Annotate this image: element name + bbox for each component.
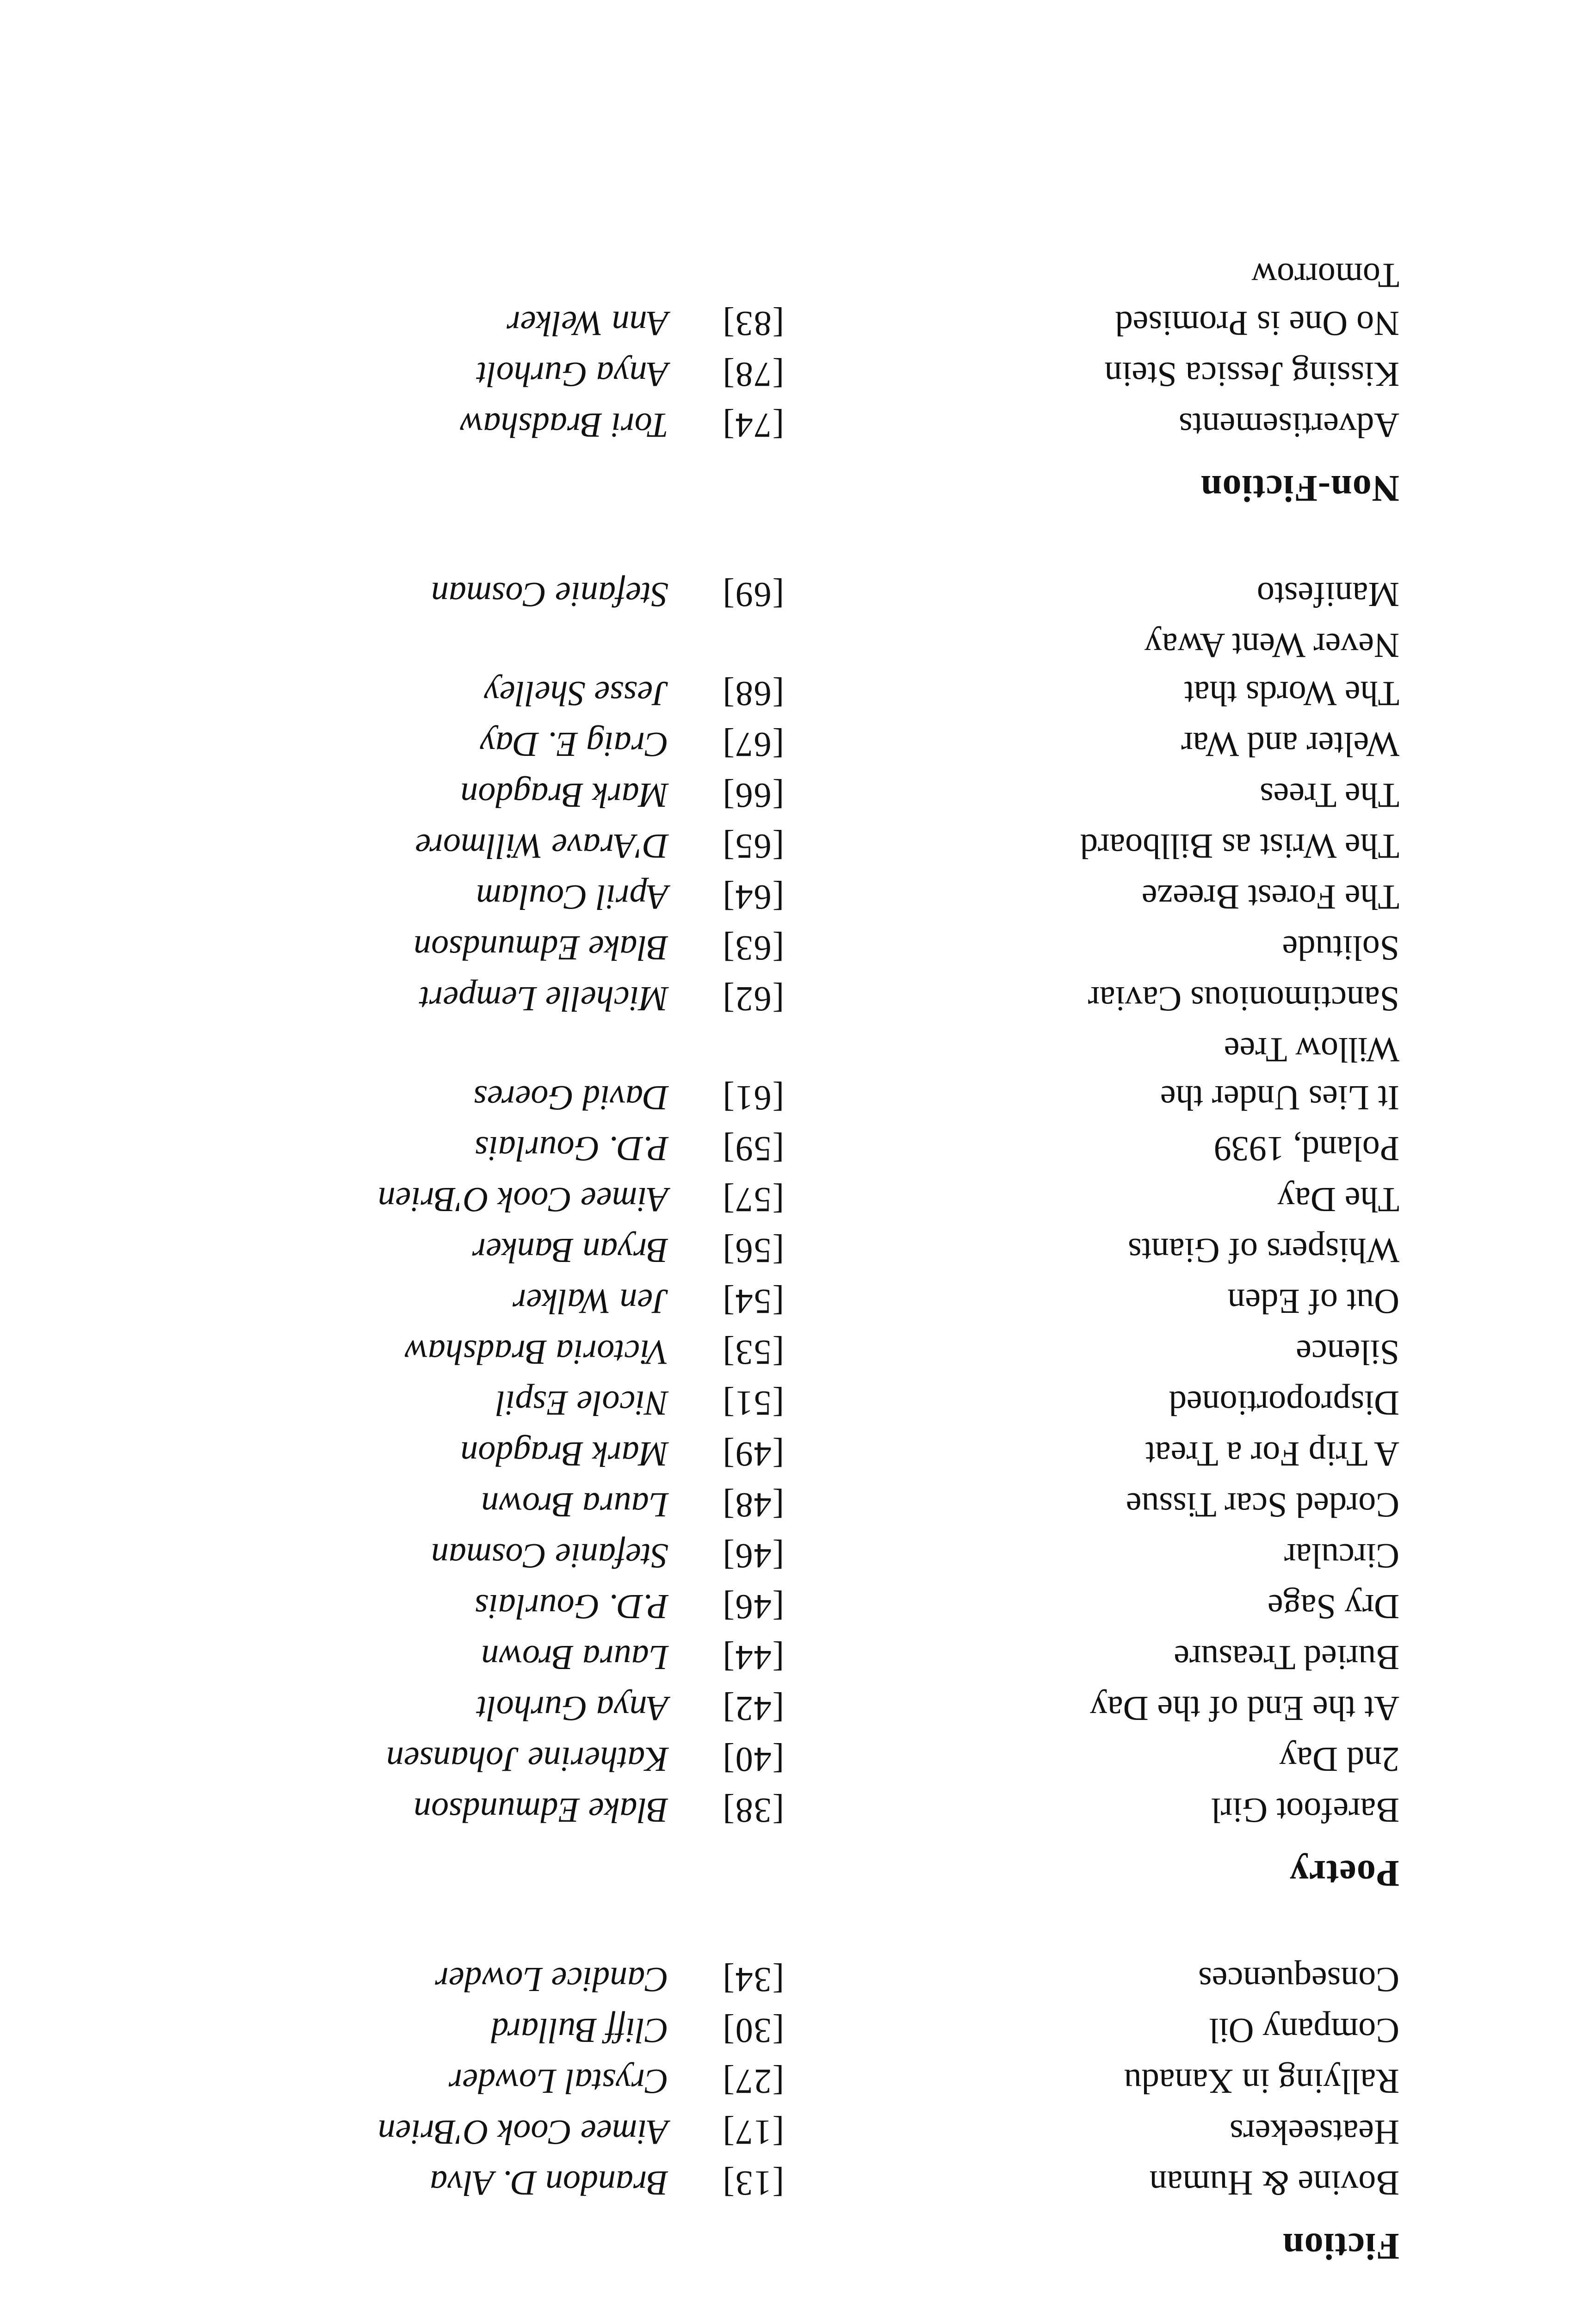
- section-non-fiction: [150, 251, 1399, 510]
- list-item: [150, 1684, 1399, 1732]
- entry-page: [54]: [722, 1282, 784, 1321]
- entry-author: Mark Bragdon: [460, 776, 668, 815]
- entry-page: [65]: [722, 827, 784, 866]
- entry-page: [83]: [722, 304, 784, 343]
- entry-page: [44]: [722, 1638, 784, 1677]
- list-item: [150, 822, 1399, 870]
- list-item: [150, 1735, 1399, 1783]
- entry-title: 2nd Day: [1279, 1740, 1399, 1779]
- entry-page: [46]: [722, 1536, 784, 1575]
- entry-author: Crystal Lowder: [448, 2062, 668, 2101]
- entry-author: Brandon D. Alva: [430, 2164, 668, 2202]
- entry-author: Blake Edmundson: [414, 1791, 668, 1830]
- section-title: Non-Fiction: [1200, 468, 1399, 510]
- entry-title: The Forest Breeze: [1141, 878, 1399, 916]
- list-item: [150, 621, 1399, 717]
- entry-title: The Day: [1277, 1180, 1399, 1219]
- list-item: [150, 1583, 1399, 1631]
- entry-author: Stefanie Cosman: [431, 575, 668, 614]
- entry-page: [30]: [722, 2011, 784, 2050]
- entry-author: P.D. Gourlais: [475, 1129, 668, 1168]
- entry-page: [62]: [722, 979, 784, 1018]
- entry-title: The Wrist as Billboard: [1080, 827, 1399, 866]
- entry-author: Candice Lowder: [435, 1960, 668, 1999]
- entry-title: Disproportioned: [1169, 1384, 1399, 1422]
- list-item: [150, 2108, 1399, 2156]
- entry-title: Corded Scar Tissue: [1126, 1485, 1399, 1524]
- entry-page: [59]: [722, 1129, 784, 1168]
- entry-title: Circular: [1284, 1536, 1399, 1575]
- list-item: [150, 1175, 1399, 1224]
- entry-page: [61]: [722, 1078, 784, 1117]
- entry-page: [38]: [722, 1791, 784, 1830]
- entry-author: Jesse Shelley: [484, 674, 668, 713]
- entry-page: [51]: [722, 1384, 784, 1422]
- entry-author: Aimee Cook O'Brien: [377, 1180, 668, 1219]
- entry-page: [42]: [722, 1689, 784, 1728]
- entry-author: Tori Bradshaw: [459, 406, 668, 445]
- entry-title: The Words that Never Went Away: [1144, 626, 1399, 713]
- entry-title: Manifesto: [1256, 575, 1399, 614]
- list-item: [150, 1430, 1399, 1478]
- entry-author: Katherine Johansen: [386, 1740, 668, 1779]
- list-item: [150, 2057, 1399, 2105]
- entry-author: Victoria Bradshaw: [404, 1333, 668, 1372]
- list-item: [150, 1532, 1399, 1580]
- entry-page: [48]: [722, 1485, 784, 1524]
- section-fiction: [150, 1955, 1399, 2268]
- entry-page: [27]: [722, 2062, 784, 2101]
- section-title: Fiction: [1282, 2226, 1399, 2268]
- list-item: [150, 1786, 1399, 1834]
- list-item: [150, 771, 1399, 819]
- entry-page: [69]: [722, 575, 784, 614]
- entry-author: Michelle Lempert: [419, 979, 668, 1018]
- entry-title: The Trees: [1260, 776, 1399, 815]
- entry-page: [46]: [722, 1587, 784, 1626]
- entry-title: Out of Eden: [1227, 1282, 1399, 1321]
- entry-title: Company Oil: [1209, 2011, 1399, 2050]
- entry-title: Buried Treasure: [1174, 1638, 1399, 1677]
- entry-page: [34]: [722, 1960, 784, 1999]
- entry-title: Silence: [1296, 1333, 1399, 1372]
- entry-title: A Trip For a Treat: [1145, 1435, 1399, 1473]
- entry-title: Heatseekers: [1229, 2113, 1399, 2152]
- entry-title: Sanctimonious Caviar: [1088, 979, 1399, 1018]
- entry-author: Anya Gurholt: [476, 355, 668, 394]
- entry-author: April Coulam: [476, 878, 668, 916]
- entry-author: Laura Brown: [481, 1485, 668, 1524]
- entry-author: Stefanie Cosman: [431, 1536, 668, 1575]
- entry-author: Ann Welker: [507, 304, 668, 343]
- entry-page: [74]: [722, 406, 784, 445]
- entry-title: Rallying in Xanadu: [1124, 2062, 1399, 2101]
- entry-author: Craig E. Day: [480, 725, 668, 764]
- entry-title: Welter and War: [1181, 725, 1399, 764]
- list-item: [150, 924, 1399, 972]
- entry-title: Whispers of Giants: [1128, 1231, 1399, 1270]
- entry-title: Poland, 1939: [1213, 1129, 1399, 1168]
- entry-title: Barefoot Girl: [1211, 1791, 1399, 1830]
- entry-author: Blake Edmundson: [414, 928, 668, 967]
- entry-title: Dry Sage: [1268, 1587, 1399, 1626]
- entry-author: P.D. Gourlais: [475, 1587, 668, 1626]
- list-item: [150, 401, 1399, 449]
- section-title: Poetry: [1289, 1853, 1399, 1895]
- entry-author: Jen Walker: [513, 1282, 668, 1321]
- entry-author: Nicole Espil: [495, 1384, 668, 1422]
- list-item: [150, 1633, 1399, 1682]
- entry-page: [63]: [722, 928, 784, 967]
- list-item: [150, 1226, 1399, 1274]
- entry-page: [13]: [722, 2164, 784, 2202]
- list-item: [150, 1125, 1399, 1173]
- entry-title: At the End of the Day: [1089, 1689, 1399, 1728]
- entry-page: [66]: [722, 776, 784, 815]
- entry-page: [56]: [722, 1231, 784, 1270]
- list-item: [150, 1379, 1399, 1427]
- entry-title: Solitude: [1282, 928, 1399, 967]
- list-item: [150, 251, 1399, 347]
- entry-page: [53]: [722, 1333, 784, 1372]
- entry-page: [17]: [722, 2113, 784, 2152]
- contents-list: [150, 191, 1399, 2268]
- entry-title: It Lies Under the Willow Tree: [1160, 1030, 1399, 1117]
- list-item: [150, 2159, 1399, 2207]
- list-item: [150, 1481, 1399, 1529]
- list-item: [150, 720, 1399, 768]
- entry-page: [67]: [722, 725, 784, 764]
- entry-title: Bovine & Human: [1149, 2164, 1399, 2202]
- entry-author: Mark Bragdon: [460, 1435, 668, 1473]
- entry-page: [64]: [722, 878, 784, 916]
- entry-title: Advertisements: [1178, 406, 1399, 445]
- list-item: [150, 873, 1399, 921]
- entry-page: [78]: [722, 355, 784, 394]
- section-poetry: [150, 570, 1399, 1895]
- entry-title: No One is Promised Tomorrow: [1115, 256, 1399, 343]
- entry-page: [49]: [722, 1435, 784, 1473]
- entry-title: Kissing Jessica Stein: [1104, 355, 1399, 394]
- list-item: [150, 1277, 1399, 1325]
- entry-author: Cliff Bullard: [491, 2011, 668, 2050]
- entry-author: Bryan Banker: [472, 1231, 668, 1270]
- list-item: [150, 975, 1399, 1023]
- entry-author: D'Arave Willmore: [415, 827, 668, 866]
- entry-title: Consequences: [1198, 1960, 1399, 1999]
- entry-author: David Goeres: [473, 1078, 668, 1117]
- entry-author: Aimee Cook O'Brien: [377, 2113, 668, 2152]
- list-item: [150, 1328, 1399, 1376]
- list-item: [150, 350, 1399, 398]
- list-item: [150, 570, 1399, 618]
- entry-author: Anya Gurholt: [476, 1689, 668, 1728]
- list-item: [150, 1955, 1399, 2004]
- entry-author: Laura Brown: [481, 1638, 668, 1677]
- entry-page: [68]: [722, 674, 784, 713]
- list-item: [150, 1026, 1399, 1122]
- entry-page: [57]: [722, 1180, 784, 1219]
- entry-page: [40]: [722, 1740, 784, 1779]
- list-item: [150, 2006, 1399, 2054]
